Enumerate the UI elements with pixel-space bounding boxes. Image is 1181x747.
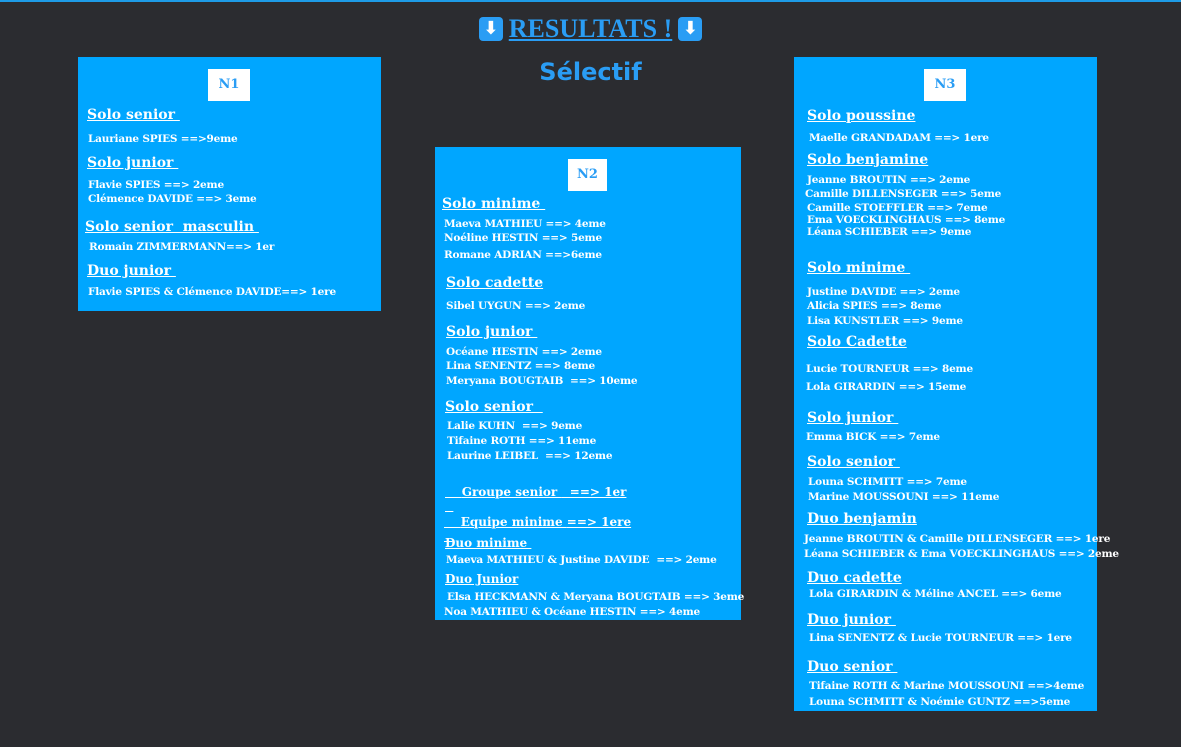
result-item: Lola GIRARDIN & Méline ANCEL ==> 6eme: [809, 588, 1062, 600]
result-item: Lina SENENTZ ==> 8eme: [446, 360, 596, 372]
down-arrow-icon: ⬇: [678, 17, 702, 41]
result-item: Laurine LEIBEL ==> 12eme: [447, 450, 613, 462]
section-title: Solo senior masculin: [85, 219, 259, 235]
section-title: Solo poussine: [807, 108, 916, 124]
section-title: Solo minime: [442, 196, 546, 212]
result-item: Romain ZIMMERMANN==> 1er: [89, 241, 275, 253]
results-title-link[interactable]: RESULTATS !: [508, 14, 673, 43]
result-item: Tifaine ROTH & Marine MOUSSOUNI ==>4eme: [809, 680, 1085, 692]
section-result: ==> 1er: [561, 485, 627, 499]
section-title: Duo junior: [807, 612, 896, 628]
section-title: Solo junior: [87, 155, 179, 171]
section-title: Duo benjamin: [807, 511, 917, 527]
result-item: Louna SCHMITT ==> 7eme: [808, 476, 967, 488]
panel-badge: N1: [208, 69, 250, 101]
result-item: Jeanne BROUTIN ==> 2eme: [807, 174, 971, 186]
result-item: Louna SCHMITT & Noémie GUNTZ ==>5eme: [809, 696, 1071, 708]
section-title: Duo Junior: [445, 572, 519, 586]
section-title-text: Groupe senior: [461, 485, 562, 499]
section-title: Solo minime: [807, 260, 911, 276]
panel-badge: N2: [568, 159, 607, 191]
result-item: Camille DILLENSEGER ==> 5eme: [805, 188, 1002, 200]
result-item: Jeanne BROUTIN & Camille DILLENSEGER ==> 1ere: [804, 533, 1111, 545]
result-item: Flavie SPIES ==> 2eme: [88, 179, 224, 191]
result-item: Maeva MATHIEU & Justine DAVIDE ==> 2eme: [446, 554, 717, 566]
result-item: Sibel UYGUN ==> 2eme: [446, 300, 586, 312]
result-item: Léana SCHIEBER ==> 9eme: [807, 226, 972, 238]
results-title[interactable]: [479, 14, 703, 44]
result-item: Camille STOEFFLER ==> 7eme: [807, 202, 988, 214]
section-title: Duo junior: [87, 263, 176, 279]
section-title: Solo junior: [807, 410, 899, 426]
result-item: Justine DAVIDE ==> 2eme: [807, 286, 960, 298]
panel-badge: N3: [924, 69, 966, 101]
result-item: Alicia SPIES ==> 8eme: [807, 300, 942, 312]
panel-n1: [78, 57, 381, 311]
result-item: Léana SCHIEBER & Ema VOECKLINGHAUS ==> 2eme: [804, 548, 1119, 560]
result-item: Lola GIRARDIN ==> 15eme: [806, 381, 967, 393]
result-item: Flavie SPIES & Clémence DAVIDE==> 1ere: [88, 286, 336, 298]
panel-n2: [435, 147, 745, 620]
section-title: Solo junior: [446, 324, 538, 340]
result-item: Lina SENENTZ & Lucie TOURNEUR ==> 1ere: [809, 632, 1072, 644]
section-title: Solo cadette: [446, 275, 544, 291]
result-item: Maelle GRANDADAM ==> 1ere: [809, 132, 989, 144]
result-item: Meryana BOUGTAIB ==> 10eme: [446, 375, 638, 387]
section-title: Solo senior: [807, 454, 900, 470]
result-item: Ema VOECKLINGHAUS ==> 8eme: [807, 214, 1006, 226]
result-item: Emma BICK ==> 7eme: [806, 431, 940, 443]
section-title: Duo minime: [445, 536, 532, 550]
result-item: Maeva MATHIEU ==> 4eme: [444, 218, 606, 230]
result-item: Tifaine ROTH ==> 11eme: [447, 435, 597, 447]
result-item: Océane HESTIN ==> 2eme: [446, 346, 602, 358]
results-heading: [0, 14, 1181, 44]
panel-n3: [794, 57, 1119, 711]
result-item: Romane ADRIAN ==>6eme: [444, 249, 602, 261]
section-title: Duo cadette: [807, 570, 902, 586]
section-title: Solo senior: [445, 399, 543, 415]
page-subtitle: Sélectif: [539, 58, 642, 86]
section-title: Duo senior: [807, 659, 898, 675]
result-item: Noéline HESTIN ==> 5eme: [444, 232, 602, 244]
section-result: ==> 1ere: [566, 515, 632, 529]
section-title: Solo benjamine: [807, 152, 929, 168]
section-title-text: Equipe minime: [460, 515, 567, 529]
result-item: Lalie KUHN ==> 9eme: [447, 420, 583, 432]
result-item: Elsa HECKMANN & Meryana BOUGTAIB ==> 3eme: [447, 591, 745, 603]
result-item: Clémence DAVIDE ==> 3eme: [88, 193, 257, 205]
result-item: Noa MATHIEU & Océane HESTIN ==> 4eme: [444, 606, 700, 618]
down-arrow-icon: ⬇: [479, 17, 503, 41]
result-item: Lucie TOURNEUR ==> 8eme: [806, 363, 973, 375]
result-item: Marine MOUSSOUNI ==> 11eme: [808, 491, 1000, 503]
result-item: Lisa KUNSTLER ==> 9eme: [807, 315, 963, 327]
result-item: Lauriane SPIES ==>9eme: [88, 133, 238, 145]
section-title: Solo senior: [87, 107, 180, 123]
section-title: Solo Cadette: [807, 334, 907, 350]
